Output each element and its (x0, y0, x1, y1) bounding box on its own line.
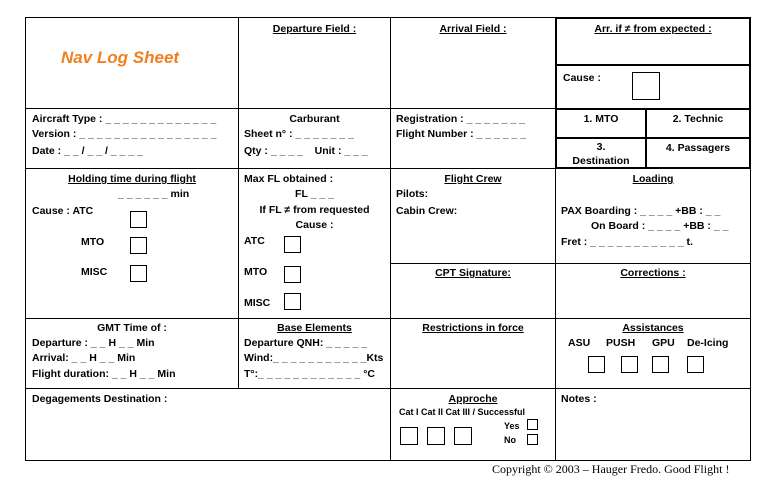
loading-title: Loading (632, 173, 674, 185)
approche-title: Approche (448, 393, 498, 405)
holding-cell (25, 168, 239, 319)
departure-qnh-field[interactable]: Departure QNH: _ _ _ _ _ (244, 337, 368, 349)
degagements-cell[interactable] (25, 388, 391, 461)
holding-atc-checkbox[interactable] (130, 211, 147, 228)
max-fl-atc-checkbox[interactable] (284, 236, 301, 253)
cause-cell (555, 64, 751, 110)
max-fl-atc-label: ATC (244, 235, 265, 247)
assistance-gpu-label: GPU (652, 337, 675, 349)
corrections-label: Corrections : (620, 267, 686, 279)
base-elements-title: Base Elements (277, 322, 352, 334)
cause-technic-label: 2. Technic (672, 113, 724, 125)
qty-unit-field[interactable]: Qty : _ _ _ _ Unit : _ _ _ (244, 145, 368, 157)
aircraft-type-field[interactable]: Aircraft Type : _ _ _ _ _ _ _ _ _ _ _ _ _ (32, 113, 217, 125)
assistance-push-checkbox[interactable] (621, 356, 638, 373)
carburant-title: Carburant (289, 113, 340, 125)
cpt-signature-label: CPT Signature: (435, 267, 511, 279)
holding-title: Holding time during flight (68, 173, 196, 185)
restrictions-label: Restrictions in force (422, 322, 524, 334)
cause-passagers-label: 4. Passagers (665, 142, 731, 154)
cause-mto-cell[interactable] (555, 108, 647, 139)
holding-misc-label: MISC (81, 266, 108, 278)
cause-destination-number: 3. (596, 141, 606, 153)
max-fl-mto-label: MTO (244, 266, 268, 278)
arr-expected-cell[interactable] (555, 17, 751, 66)
assistances-title: Assistances (622, 322, 684, 334)
holding-min-field[interactable]: _ _ _ _ _ _ min (118, 188, 190, 200)
gmt-departure-field[interactable]: Departure : _ _ H _ _ Min (32, 337, 155, 349)
max-fl-misc-label: MISC (244, 297, 271, 309)
date-field[interactable]: Date : _ _ / _ _ / _ _ _ _ (32, 145, 143, 157)
restrictions-cell[interactable] (390, 318, 556, 389)
aircraft-cell (25, 108, 239, 169)
assistance-gpu-checkbox[interactable] (652, 356, 669, 373)
fret-field[interactable]: Fret : _ _ _ _ _ _ _ _ _ _ _ t. (561, 236, 693, 248)
copyright-footer: Copyright © 2003 – Hauger Fredo. Good Flight ! (492, 462, 730, 476)
holding-mto-label: MTO (81, 236, 105, 248)
cause-box[interactable] (632, 72, 660, 100)
gmt-cell (25, 318, 239, 389)
cause-technic-cell[interactable] (645, 108, 751, 139)
arrival-field-label: Arrival Field : (439, 23, 507, 35)
notes-cell[interactable] (555, 388, 751, 461)
approche-cat1-checkbox[interactable] (400, 427, 418, 445)
holding-mto-checkbox[interactable] (130, 237, 147, 254)
pax-boarding-field[interactable]: PAX Boarding : _ _ _ _ +BB : _ _ (561, 205, 721, 217)
max-fl-cause-label: Cause : (295, 219, 334, 231)
carburant-cell (238, 108, 391, 169)
approche-yes-label: Yes (504, 421, 520, 431)
gmt-arrival-field[interactable]: Arrival: _ _ H _ _ Min (32, 352, 136, 364)
sheet-number-field[interactable]: Sheet n° : _ _ _ _ _ _ _ (244, 128, 354, 140)
on-board-field[interactable]: On Board : _ _ _ _ +BB : _ _ (591, 220, 729, 232)
base-elements-cell (238, 318, 391, 389)
max-fl-misc-checkbox[interactable] (284, 293, 301, 310)
max-fl-mto-checkbox[interactable] (284, 266, 301, 283)
cause-mto-label: 1. MTO (583, 113, 619, 125)
registration-cell (390, 108, 556, 169)
nav-log-sheet (25, 17, 751, 461)
cause-label: Cause : (563, 72, 601, 84)
flight-crew-title: Flight Crew (444, 173, 502, 185)
wind-field[interactable]: Wind:_ _ _ _ _ _ _ _ _ _ _Kts (244, 352, 384, 364)
holding-misc-checkbox[interactable] (130, 265, 147, 282)
max-fl-cell (238, 168, 391, 319)
approche-cats-label: Cat I Cat II Cat III / Successful (399, 407, 526, 417)
degagements-label: Degagements Destination : (32, 393, 168, 405)
assistance-deicing-label: De-Icing (687, 337, 729, 349)
assistance-asu-checkbox[interactable] (588, 356, 605, 373)
registration-field[interactable]: Registration : _ _ _ _ _ _ _ (396, 113, 525, 125)
flight-number-field[interactable]: Flight Number : _ _ _ _ _ _ (396, 128, 527, 140)
departure-field-label: Departure Field : (272, 23, 357, 35)
approche-no-checkbox[interactable] (527, 434, 538, 445)
max-fl-title: Max FL obtained : (244, 173, 334, 185)
approche-no-label: No (504, 435, 516, 445)
title-cell (25, 17, 239, 109)
approche-yes-checkbox[interactable] (527, 419, 538, 430)
sheet-title: Nav Log Sheet (61, 48, 180, 67)
corrections-cell[interactable] (555, 263, 751, 319)
cabin-crew-field[interactable]: Cabin Crew: (396, 205, 458, 217)
loading-cell (555, 168, 751, 264)
flight-crew-cell (390, 168, 556, 264)
arr-expected-label: Arr. if ≠ from expected : (594, 23, 712, 35)
assistances-cell (555, 318, 751, 389)
assistance-deicing-checkbox[interactable] (687, 356, 704, 373)
assistance-asu-label: ASU (568, 337, 591, 349)
max-fl-field[interactable]: FL _ _ _ (295, 188, 334, 200)
notes-label: Notes : (561, 393, 597, 405)
max-fl-if-label: If FL ≠ from requested (259, 204, 370, 216)
approche-cat2-checkbox[interactable] (427, 427, 445, 445)
departure-field-cell[interactable] (238, 17, 391, 109)
temperature-field[interactable]: T°:_ _ _ _ _ _ _ _ _ _ _ _ °C (244, 368, 375, 380)
cause-passagers-cell[interactable] (645, 137, 751, 169)
gmt-title: GMT Time of : (97, 322, 167, 334)
arrival-field-cell[interactable] (390, 17, 556, 109)
assistance-push-label: PUSH (606, 337, 636, 349)
gmt-flight-duration-field[interactable]: Flight duration: _ _ H _ _ Min (32, 368, 176, 380)
cause-destination-label: Destination (572, 155, 630, 167)
approche-cell (390, 388, 556, 461)
cause-destination-cell[interactable] (555, 137, 647, 169)
holding-cause-atc-label: Cause : ATC (32, 205, 94, 217)
pilots-field[interactable]: Pilots: (396, 188, 429, 200)
version-field[interactable]: Version : _ _ _ _ _ _ _ _ _ _ _ _ _ _ _ _ (32, 128, 217, 140)
approche-cat3-checkbox[interactable] (454, 427, 472, 445)
cpt-signature-cell[interactable] (390, 263, 556, 319)
